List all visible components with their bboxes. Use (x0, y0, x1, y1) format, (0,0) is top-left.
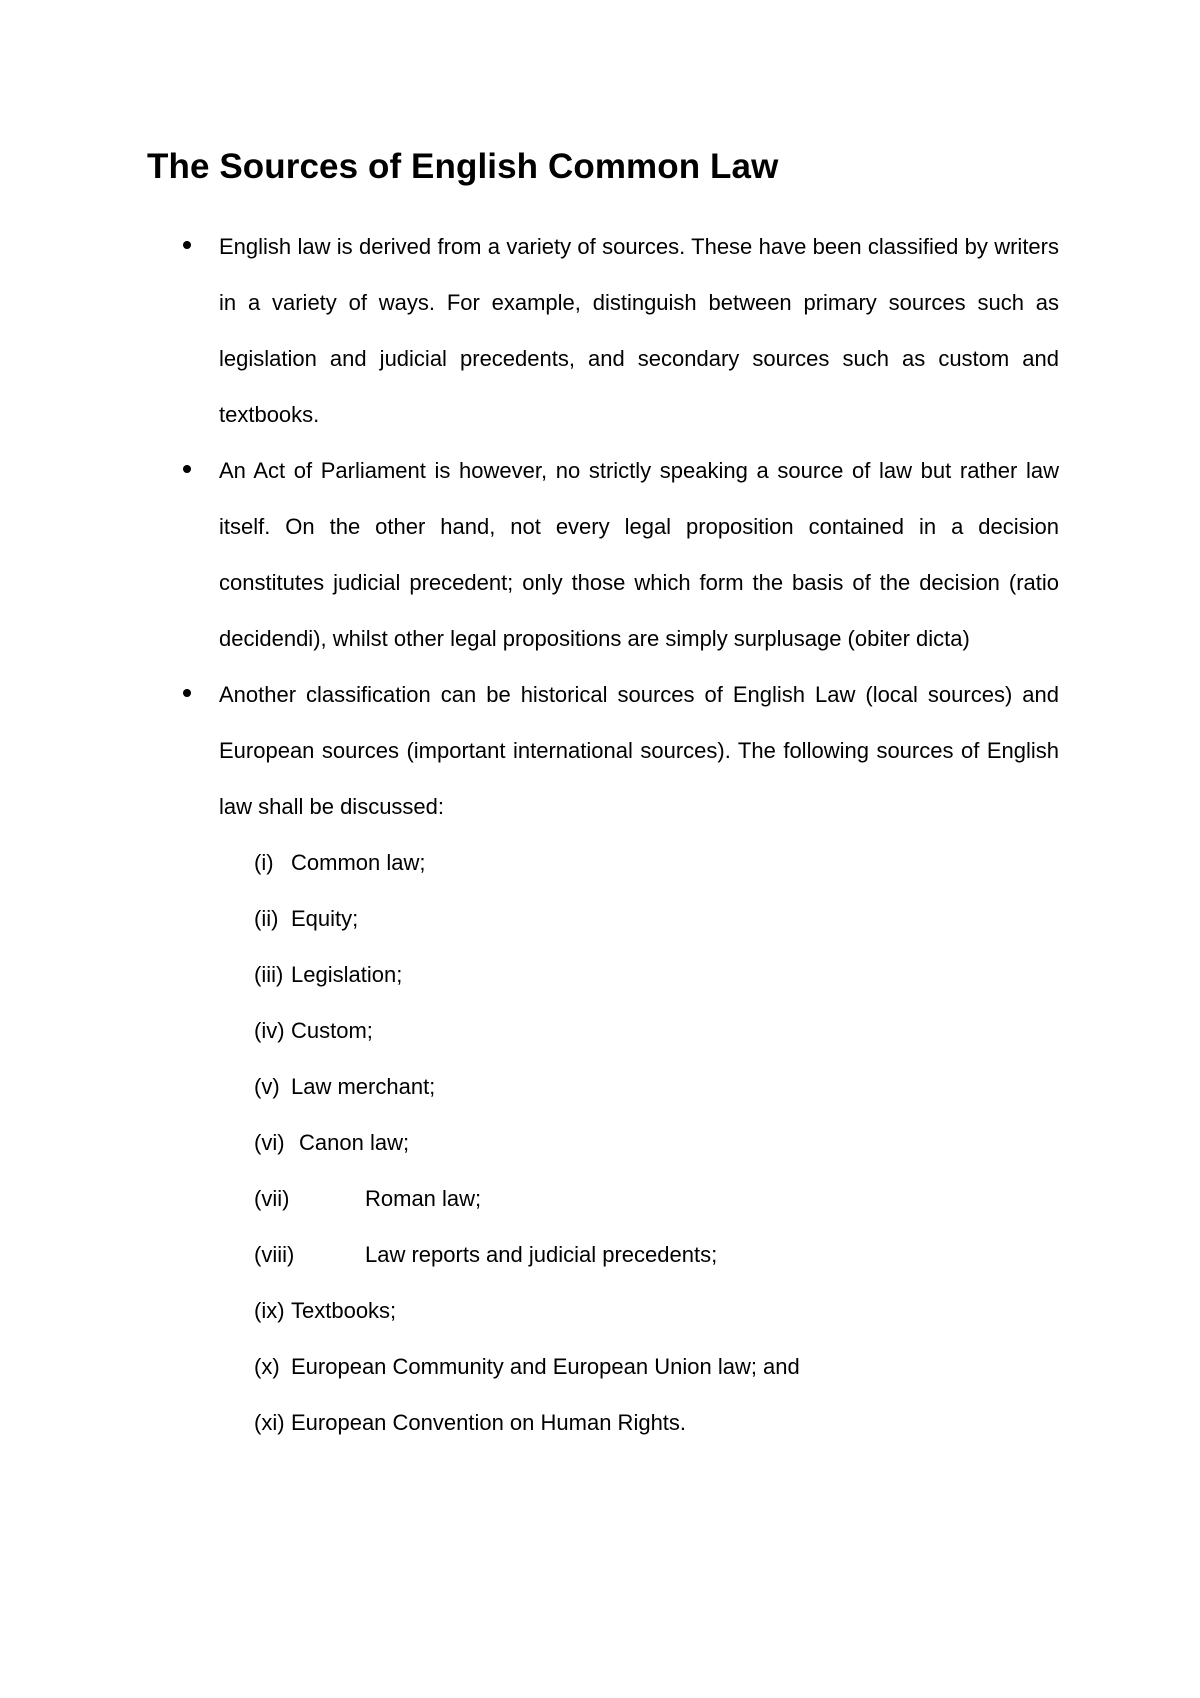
list-item-number: (xi) (254, 1410, 285, 1435)
bullet-icon (183, 241, 191, 249)
list-item (0, 1003, 1200, 1059)
bullet-list (0, 219, 1200, 1451)
list-item (0, 1283, 1200, 1339)
list-item-text: European Convention on Human Rights. (291, 1410, 687, 1435)
list-item (0, 1339, 1200, 1395)
list-item-number: (ii) (254, 906, 279, 931)
list-item (0, 1115, 1200, 1171)
list-item (0, 891, 1200, 947)
list-item-text: European Community and European Union law; and (291, 1354, 800, 1379)
list-item (0, 1171, 1200, 1227)
list-item-text: Law reports and judicial precedents; (365, 1242, 718, 1267)
list-item-text: Roman law; (365, 1186, 482, 1211)
list-item-number: (ix) (254, 1298, 285, 1323)
list-item-text: Custom; (291, 1018, 373, 1043)
bullet-text: An Act of Parliament is however, no strictly speaking a source of law but rather law itself. On the other hand, not every legal proposition contained in a decision constitutes judicial precedent; only those which form the basis of the decision (ratio decidendi), whilst other legal propositions are simply surplusage (obiter dicta) (219, 458, 1059, 651)
bullet-item (0, 443, 1200, 667)
bullet-item (0, 219, 1200, 443)
list-item-number: (vi) (254, 1130, 285, 1155)
list-item (0, 1059, 1200, 1115)
list-item-number: (x) (254, 1354, 280, 1379)
bullet-item (0, 667, 1200, 1451)
document-title: The Sources of English Common Law (147, 147, 779, 186)
list-item-number: (v) (254, 1074, 280, 1099)
sources-list (0, 835, 1200, 1451)
bullet-text: Another classification can be historical sources of English Law (local sources) and European sources (important international sources). The following sources of English law shall be discussed: (219, 682, 1059, 819)
list-item-number: (i) (254, 850, 274, 875)
list-item-text: Legislation; (291, 962, 403, 987)
bullet-icon (183, 465, 191, 473)
list-item-text: Textbooks; (291, 1298, 397, 1323)
bullet-icon (183, 689, 191, 697)
list-item (0, 835, 1200, 891)
list-item (0, 1395, 1200, 1451)
list-item-number: (iii) (254, 962, 284, 987)
list-item-text: Law merchant; (291, 1074, 436, 1099)
list-item-text: Equity; (291, 906, 359, 931)
list-item-number: (iv) (254, 1018, 285, 1043)
list-item-text: Canon law; (299, 1130, 410, 1155)
list-item-text: Common law; (291, 850, 426, 875)
list-item (0, 947, 1200, 1003)
list-item-number: (viii) (254, 1242, 295, 1267)
bullet-text: English law is derived from a variety of sources. These have been classified by writers in a variety of ways. For example, distinguish between primary sources such as legislation and judicial precedents, and secondary sources such as custom and textbooks. (219, 234, 1059, 427)
list-item (0, 1227, 1200, 1283)
list-item-number: (vii) (254, 1186, 290, 1211)
